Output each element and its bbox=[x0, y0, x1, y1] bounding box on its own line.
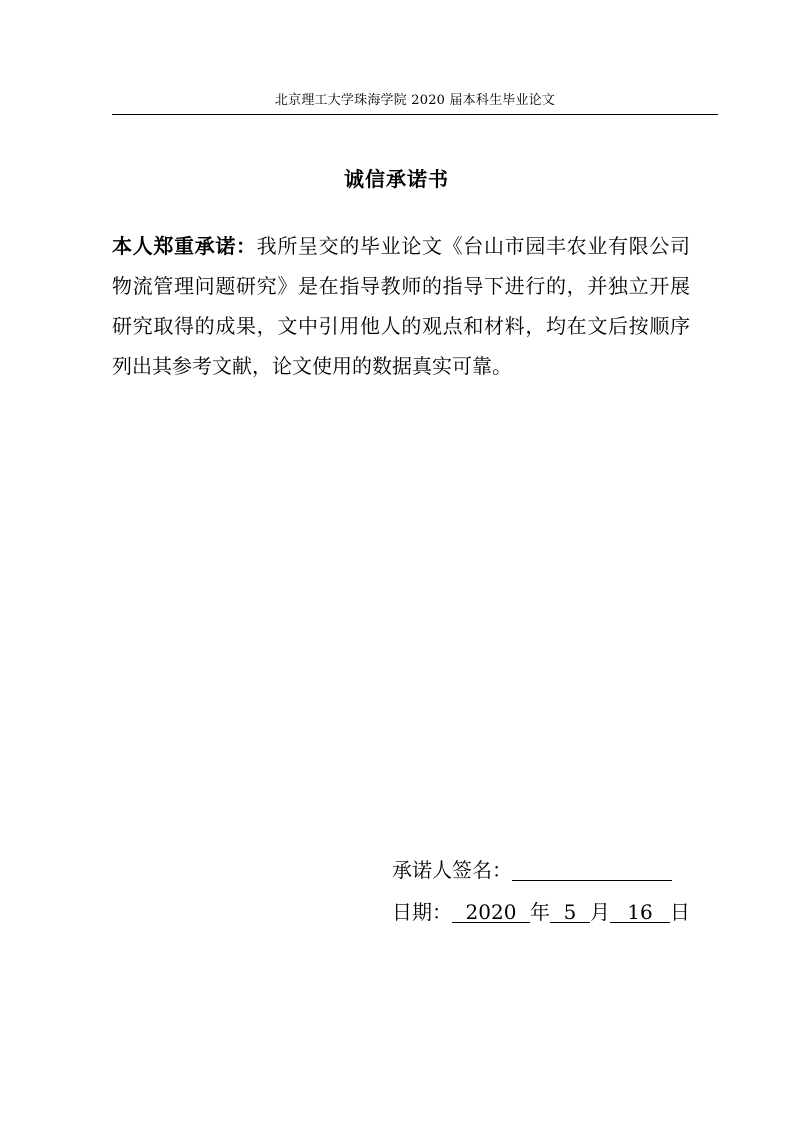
signature-line bbox=[392, 856, 672, 884]
signature-field bbox=[512, 856, 672, 881]
page-title: 诚信承诺书 bbox=[344, 167, 449, 191]
signature-label: 承诺人签名： bbox=[392, 858, 512, 882]
date-year-field: 2020 bbox=[452, 898, 530, 923]
running-header: 北京理工大学珠海学院 2020 届本科生毕业论文 bbox=[274, 93, 556, 108]
declaration-text: 我所呈交的毕业论文《台山市园丰农业有限公司物流管理问题研究》是在指导教师的指导下进行的，并独立开展研究取得的成果，文中引用他人的观点和材料，均在文后按顺序列出其参考文献，论文使用的数据真实可靠。 bbox=[112, 234, 691, 378]
date-line bbox=[392, 898, 690, 926]
date-day-unit: 日 bbox=[670, 900, 690, 924]
declaration-lead: 本人郑重承诺： bbox=[112, 234, 257, 258]
date-label: 日期： bbox=[392, 900, 452, 924]
date-month-unit: 月 bbox=[590, 900, 610, 924]
declaration-paragraph bbox=[112, 226, 690, 386]
date-year-unit: 年 bbox=[530, 900, 550, 924]
date-month-field: 5 bbox=[550, 898, 590, 923]
date-day-field: 16 bbox=[610, 898, 670, 923]
header-rule bbox=[112, 114, 718, 115]
